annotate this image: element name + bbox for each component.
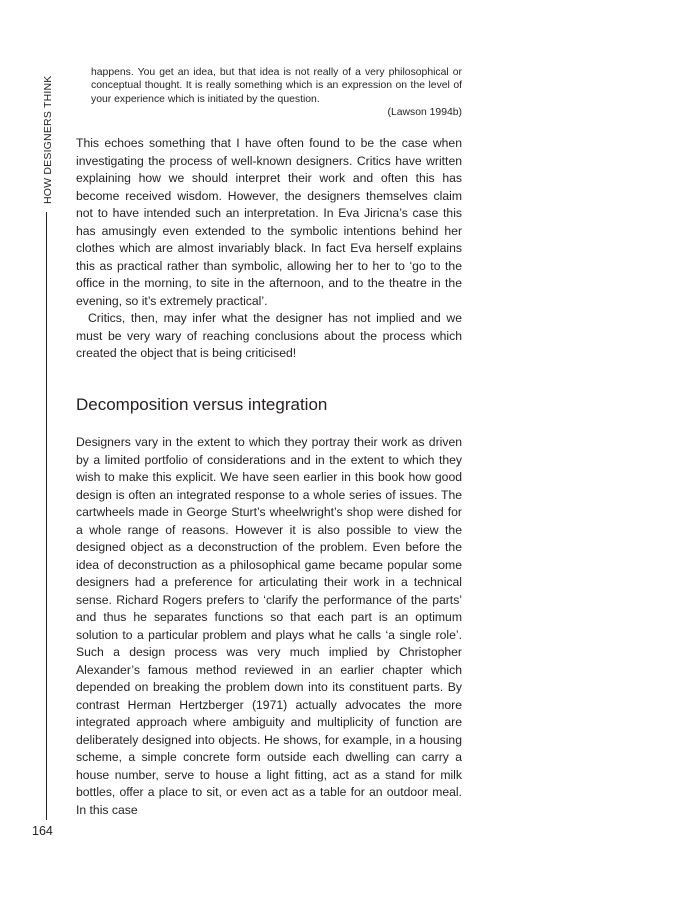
running-head bbox=[40, 66, 54, 206]
section-heading: Decomposition versus integration bbox=[76, 395, 328, 414]
page-number: 164 bbox=[32, 824, 53, 838]
running-head-text: HOW DESIGNERS THINK bbox=[42, 75, 54, 204]
body-text-top bbox=[76, 135, 462, 363]
paragraph: Designers vary in the extent to which they portray their work as driven by a limited portfolio of considerations and in the extent to which they wish to make this explicit. We have seen earlier in this book how good design is often an integrated response to a whole series of issues. The cartwheels made in George Sturt’s wheelwright’s shop were dished for a whole range of reasons. However it is also possible to view the designed object as a deconstruction of the problem. Even before the idea of deconstruction as a philosophical game became popular some designers had a preference for articulating their work in a technical sense. Richard Rogers prefers to ‘clarify the performance of the parts’ and thus he separates functions so that each part is an optimum solution to a particular problem and plays what he calls ‘a single role’. Such a design process was very much implied by Christopher Alexander’s famous method reviewed in an earlier chapter which depended on breaking the problem down into its constituent parts. By contrast Herman Hertzberger (1971) actually advocates the more integrated approach where ambiguity and multiplicity of function are deliberately designed into objects. He shows, for example, in a housing scheme, a simple concrete form outside each dwelling can carry a house number, serve to house a light fitting, act as a stand for milk bottles, offer a place to sit, or even act as a table for an outdoor meal. In this case bbox=[76, 435, 462, 817]
paragraph: This echoes something that I have often found to be the case when investigating the process of well-known designers. Critics have written explaining how we should interpret their work and often this has become received wisdom. However, the designers themselves claim not to have intended such an interpretation. In Eva Jiricna’s case this has amusingly even extended to the symbolic intentions behind her clothes which are almost invariably black. In fact Eva herself explains this as practical rather than symbolic, allowing her to her to ‘go to the office in the morning, to site in the afternoon, and to the theatre in the evening, so it’s extremely practical’. bbox=[76, 136, 462, 308]
paragraph: Critics, then, may infer what the designer has not implied and we must be very wary of reaching conclusions about the process which created the object that is being criticised! bbox=[76, 311, 462, 360]
quote-citation: (Lawson 1994b) bbox=[387, 107, 462, 119]
margin-rule bbox=[46, 212, 47, 820]
quote-text: happens. You get an idea, but that idea is not really of a very philosophical or conceptual thought. It is really something which is an expression on the level of your experience which is initiated by the question. bbox=[91, 67, 462, 105]
block-quote bbox=[91, 66, 462, 120]
body-text-section bbox=[76, 434, 462, 819]
